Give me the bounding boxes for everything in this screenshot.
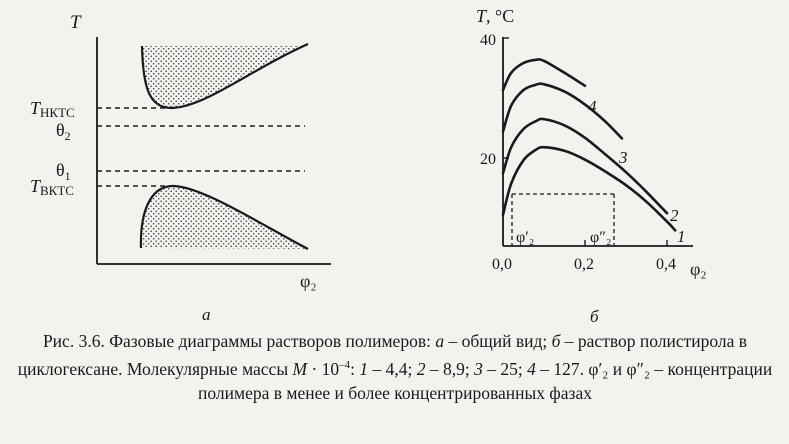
curve-label-3: 3 [619, 148, 628, 167]
caption-num-3: 3 [474, 358, 483, 379]
panel-b-y-label-text: , °C [486, 6, 515, 26]
y-tick-label-40: 40 [480, 32, 496, 49]
t-lcst-label: TНКТС [30, 98, 75, 120]
series-line-1 [503, 147, 675, 230]
caption-num-4: 4 [527, 358, 536, 379]
panel-a [30, 12, 331, 324]
panel-b-label: б [590, 307, 599, 326]
panel-b [476, 6, 707, 326]
curve-label-1: 1 [677, 227, 686, 246]
panel-b-x-label: φ₂ [690, 259, 707, 279]
caption-num-1: 1 [359, 358, 369, 379]
x-tick-label-0-4: 0,4 [656, 256, 676, 273]
x-tick-label-0-0: 0,0 [492, 256, 512, 273]
caption-colon: : [350, 358, 360, 379]
caption-mass-factor: · 10 [307, 358, 340, 379]
curve-label-2: 2 [670, 206, 679, 225]
panel-a-label: а [202, 305, 211, 324]
theta2-label: $\theta_2$ [56, 120, 71, 143]
t-ucst-label: TВКТС [30, 176, 74, 198]
caption-b: б [551, 331, 561, 351]
caption-val-3: – 25; [482, 358, 528, 379]
caption-val-2: – 8,9; [425, 358, 475, 379]
caption-fig: Рис. 3.6. [42, 331, 110, 351]
caption-text2: – общий вид; [444, 331, 552, 351]
figure-caption [14, 329, 776, 405]
y-tick-label-20: 20 [480, 151, 496, 168]
panel-b-y-label: T, °C [476, 6, 515, 26]
caption-text3: – раствор полистирола в циклогексане. Молекулярные массы [17, 331, 748, 379]
caption-mass-exp: –4 [339, 359, 351, 371]
caption-text1: Фазовые диаграммы растворов полимеров: [109, 331, 436, 351]
curve-label-4: 4 [588, 97, 597, 116]
panel-a-y-label: T [70, 12, 81, 33]
caption-a: а [435, 331, 445, 351]
caption-tail: – концентрации полимера в менее и более концентрированных фазах [198, 358, 773, 403]
caption-num-2: 2 [416, 358, 426, 379]
phi-double-prime-label: φ″₂ [590, 229, 612, 246]
caption-m: M [292, 358, 308, 379]
lcst-region [142, 44, 308, 108]
curves [503, 59, 675, 230]
caption-phi-note: φ′₂ и φ″₂ [588, 358, 651, 379]
x-tick-label-0-2: 0,2 [574, 256, 594, 273]
caption-val-4: – 127. [535, 358, 589, 379]
theta1-label: $\theta_1$ [56, 160, 71, 183]
panel-a-x-label: φ₂ [300, 271, 317, 291]
phi-prime-label: φ′₂ [516, 229, 535, 246]
ucst-region [141, 186, 308, 249]
caption-val-1: – 4,4; [368, 358, 417, 379]
